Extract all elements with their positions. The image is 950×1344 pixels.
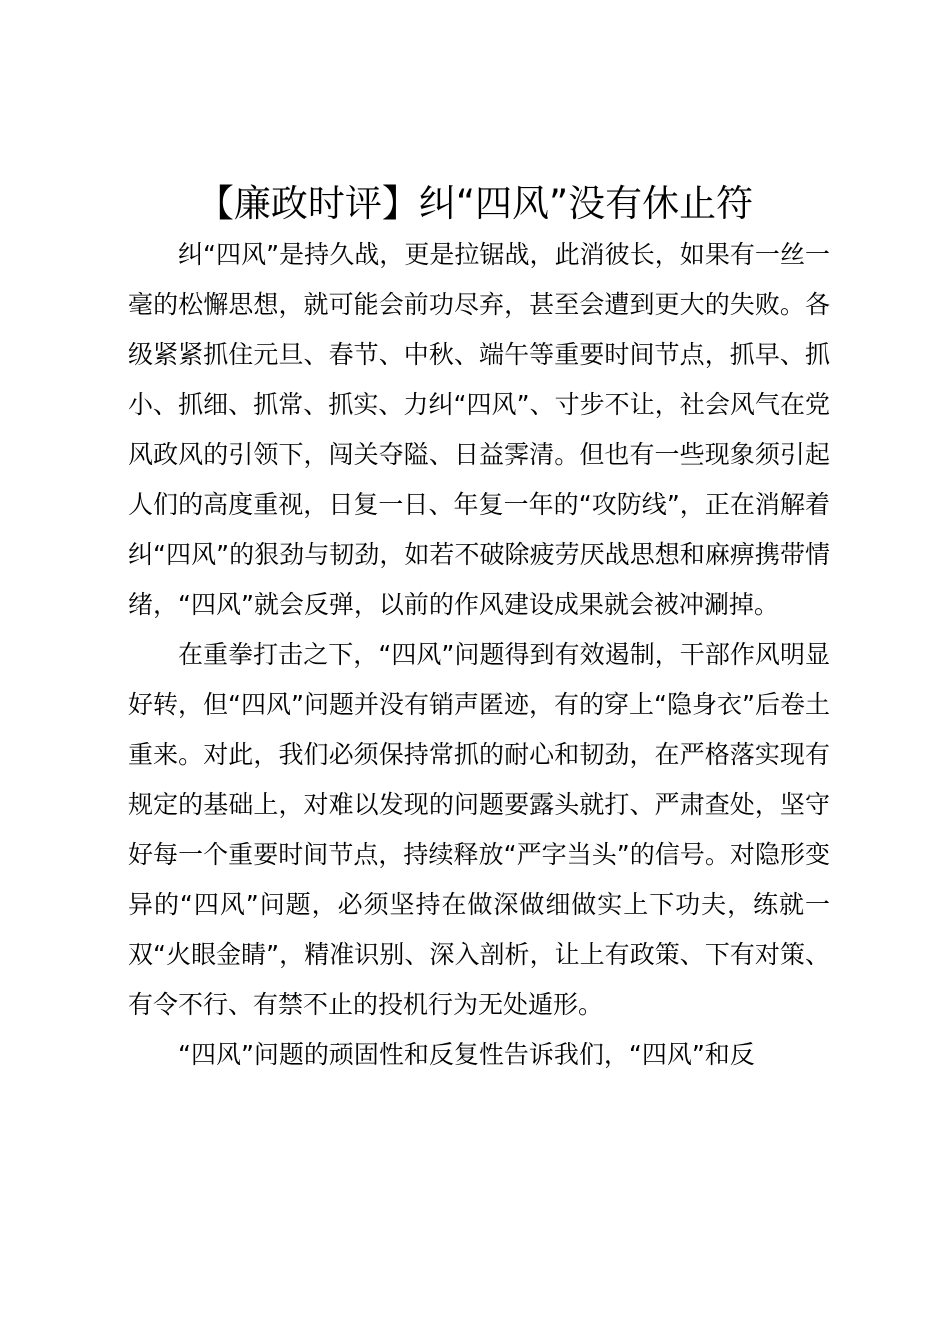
paragraph-1: 纠“四风”是持久战，更是拉锯战，此消彼长，如果有一丝一毫的松懈思想，就可能会前功尽弃，甚至会遭到更大的失败。各级紧紧抓住元旦、春节、中秋、端午等重要时间节点，抓早、抓小、抓细、抓常、抓实、力纠“四风”、寸步不让，社会风气在党风政风的引领下，闯关夺隘、日益霁清。但也有一些现象须引起人们的高度重视，日复一日、年复一年的“攻防线”，正在消解着纠“四风”的狠劲与韧劲，如若不破除疲劳厌战思想和麻痹携带情绪，“四风”就会反弹，以前的作风建设成果就会被冲涮掉。 <box>128 240 830 619</box>
paragraph-2: 在重拳打击之下，“四风”问题得到有效遏制，干部作风明显好转，但“四风”问题并没有销声匿迹，有的穿上“隐身衣”后卷土重来。对此，我们必须保持常抓的耐心和韧劲，在严格落实现有规定的基础上，对难以发现的问题要露头就打、严肃查处，坚守好每一个重要时间节点，持续释放“严字当头”的信号。对隐形变异的“四风”问题，必须坚持在做深做细做实上下功夫，练就一双“火眼金睛”，精准识别、深入剖析，让上有政策、下有对策、有令不行、有禁不止的投机行为无处遁形。 <box>128 640 830 1019</box>
document-body <box>128 230 830 1080</box>
document-title: 【廉政时评】纠“四风”没有休止符 <box>196 182 754 225</box>
paragraph-3: “四风”问题的顽固性和反复性告诉我们，“四风”和反 <box>178 1040 755 1069</box>
